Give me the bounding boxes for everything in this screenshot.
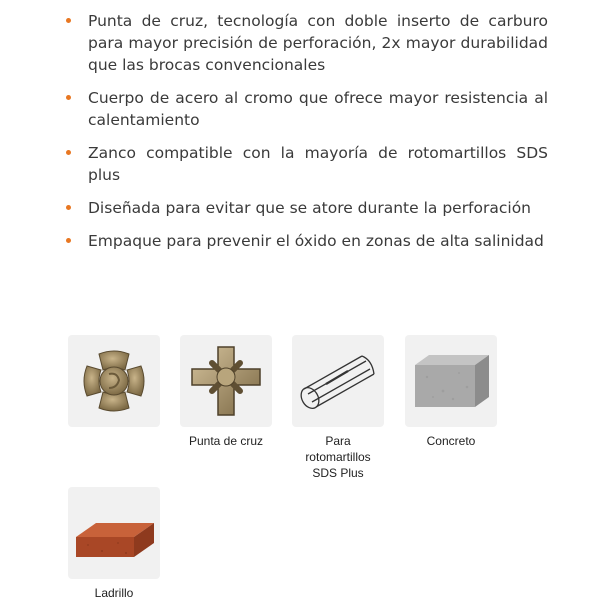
feature-text: Zanco compatible con la mayoría de rotomartillos SDS plus — [88, 144, 548, 184]
tile-label: Punta de cruz — [188, 434, 264, 448]
tile-concrete — [405, 335, 497, 449]
tile-label: Ladrillo — [94, 586, 134, 600]
feature-item — [66, 142, 548, 186]
drill-tip-front-icon — [79, 346, 149, 416]
bullet-dot-icon — [66, 95, 71, 100]
feature-item — [66, 10, 548, 76]
tile-image — [180, 335, 272, 427]
feature-text: Punta de cruz, tecnología con doble inserto de carburo para mayor precisión de perforación, 2x mayor durabilidad que las brocas convencionales — [88, 12, 548, 74]
feature-item — [66, 197, 548, 219]
tile-image — [68, 487, 160, 579]
concrete-block-icon — [409, 351, 493, 411]
tile-drill-tip — [68, 335, 160, 427]
tile-image — [68, 335, 160, 427]
feature-text: Empaque para prevenir el óxido en zonas de alta salinidad — [88, 232, 544, 250]
bullet-dot-icon — [66, 18, 71, 23]
feature-text: Diseñada para evitar que se atore durante la perforación — [88, 199, 532, 217]
tile-image — [292, 335, 384, 427]
feature-item — [66, 87, 548, 131]
bullet-dot-icon — [66, 205, 71, 210]
feature-item — [66, 230, 548, 252]
bullet-dot-icon — [66, 150, 71, 155]
brick-icon — [72, 503, 156, 563]
bullet-dot-icon — [66, 238, 71, 243]
tile-label: Para rotomartillos SDS Plus — [305, 434, 371, 480]
tile-cross-tip — [180, 335, 272, 449]
feature-text: Cuerpo de acero al cromo que ofrece mayor resistencia al calentamiento — [88, 89, 548, 129]
tile-brick — [68, 487, 160, 601]
tile-sds-plus — [292, 335, 384, 481]
cross-tip-icon — [188, 343, 264, 419]
feature-list — [66, 10, 548, 263]
sds-plus-shank-icon — [296, 346, 380, 416]
tile-label: Concreto — [426, 434, 476, 448]
tile-image — [405, 335, 497, 427]
